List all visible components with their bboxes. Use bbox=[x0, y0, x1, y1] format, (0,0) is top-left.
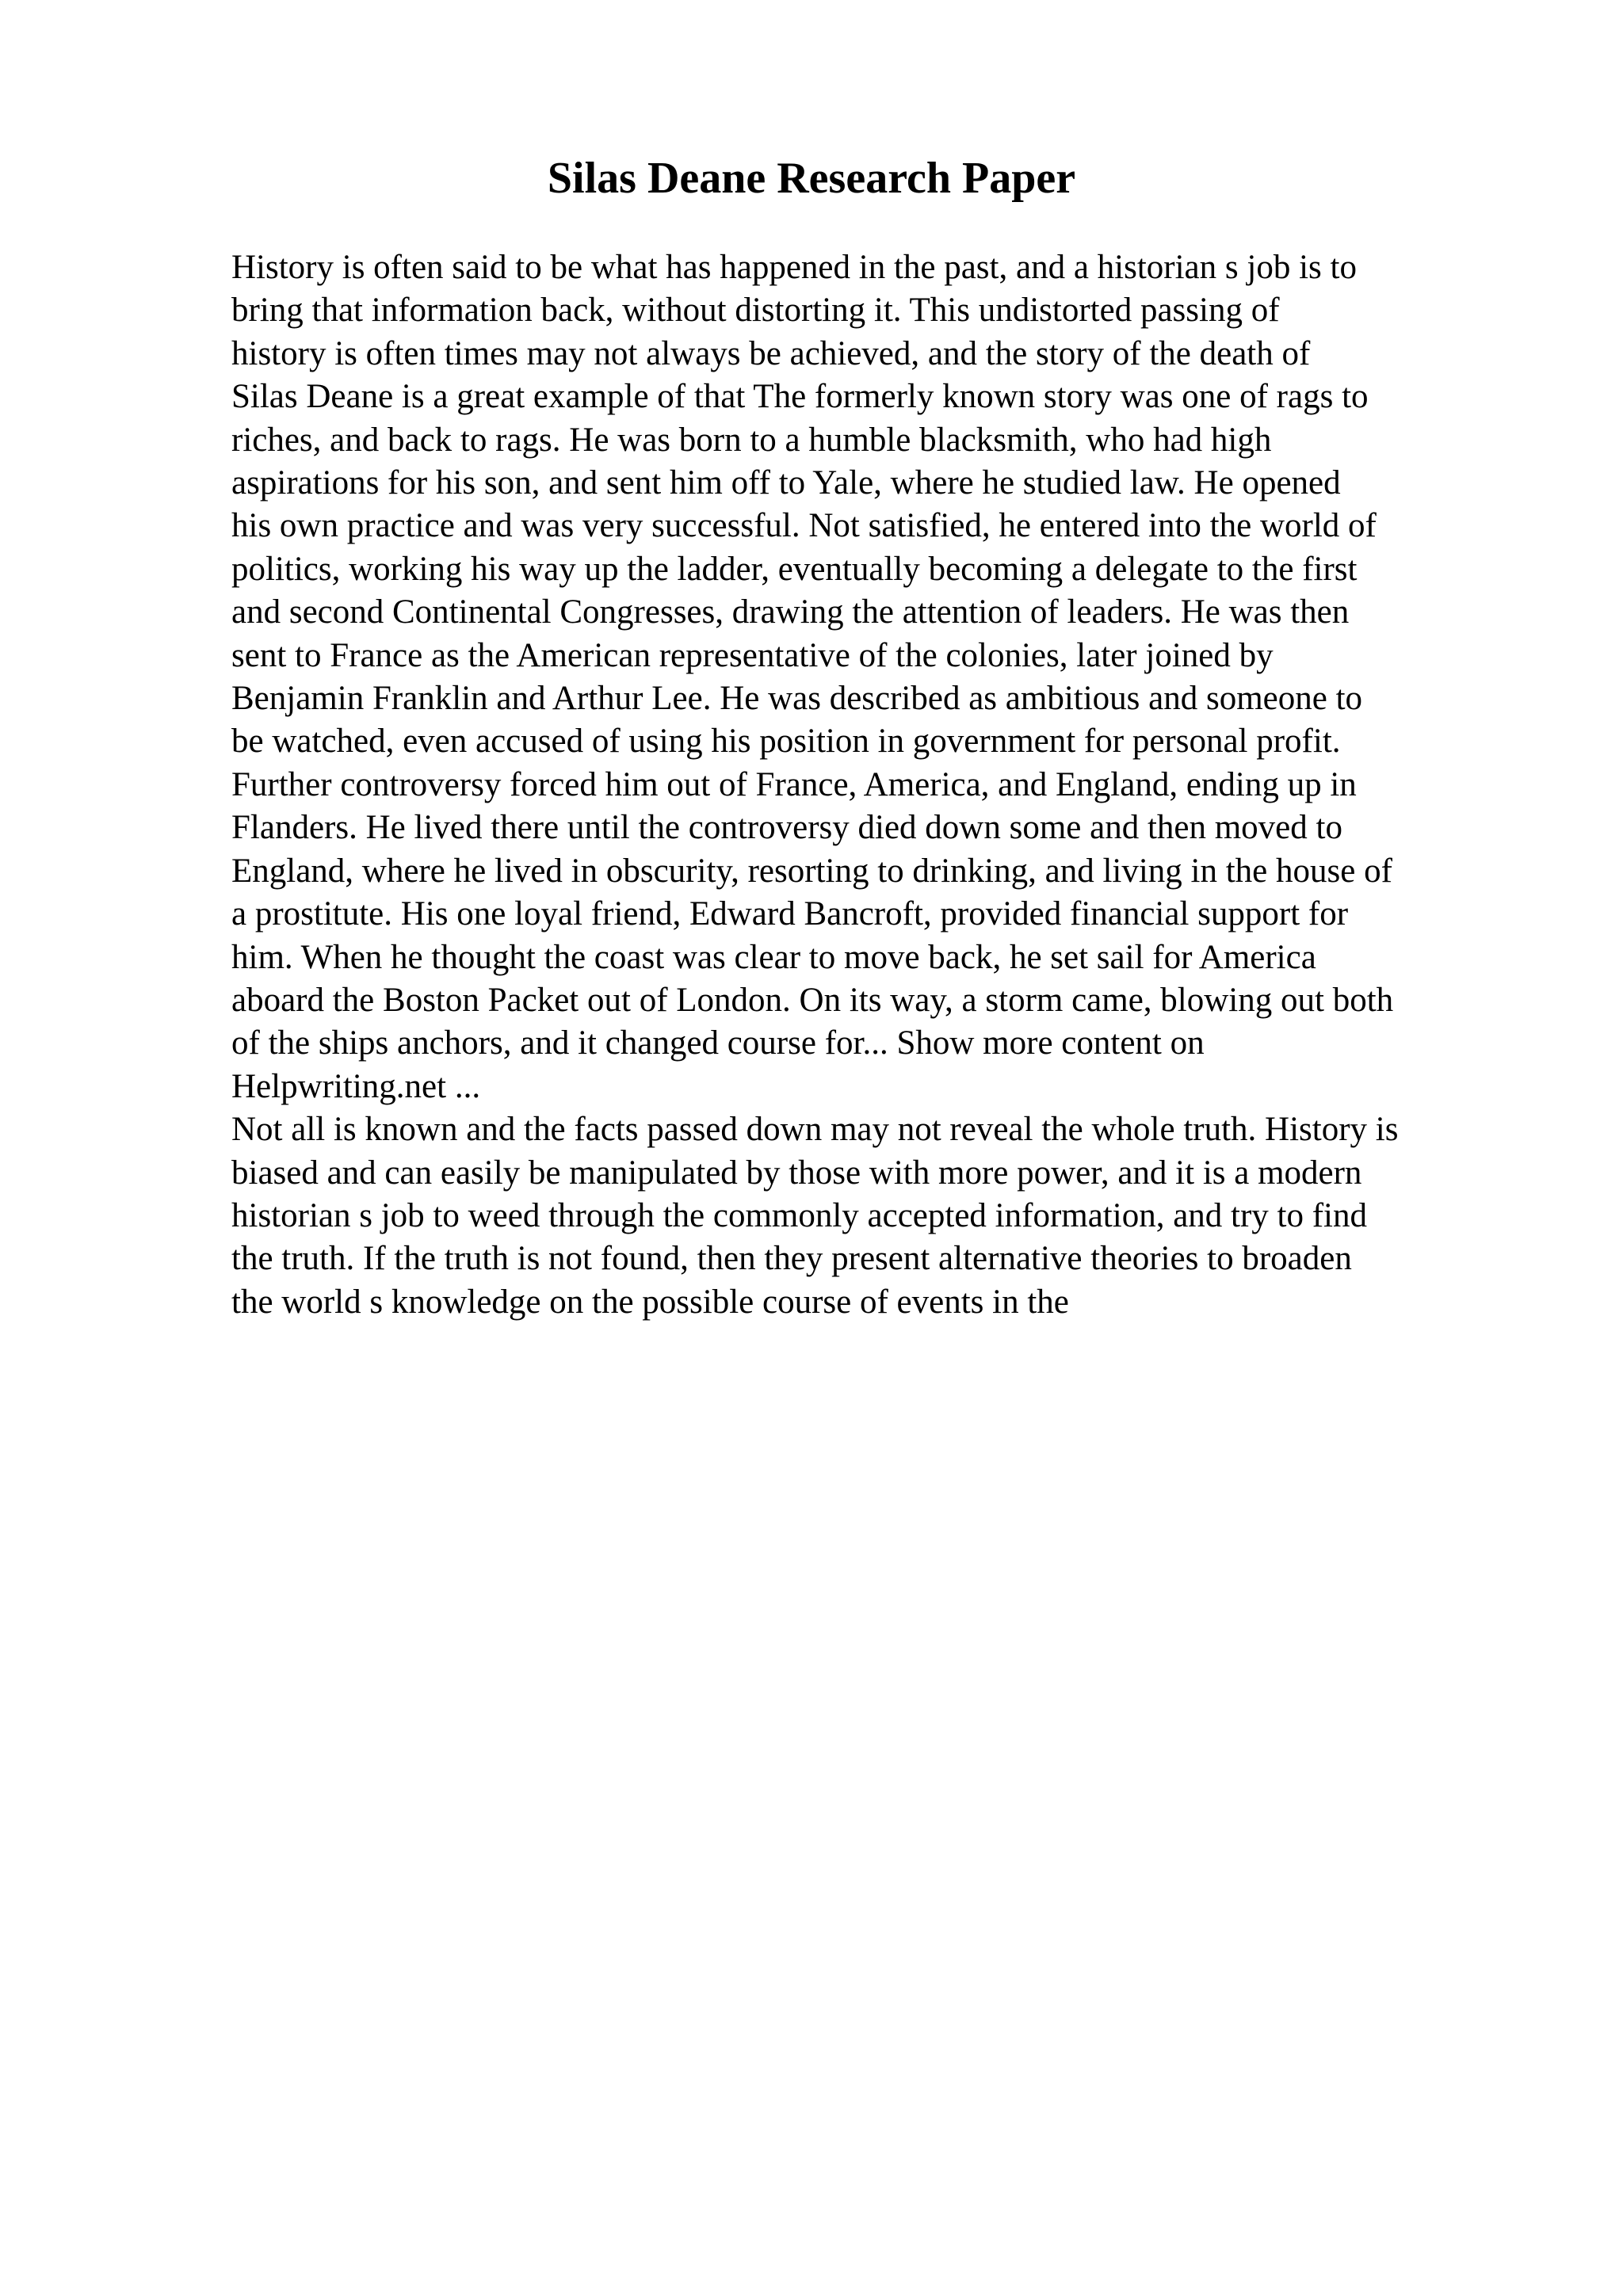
text-line: historian s job to weed through the commonly accepted information, and try to find bbox=[231, 1196, 1368, 1234]
text-line: the world s knowledge on the possible course of events in the bbox=[231, 1283, 1069, 1321]
text-line: a prostitute. His one loyal friend, Edward Bancroft, provided financial support for bbox=[231, 895, 1349, 933]
text-line: bring that information back, without distorting it. This undistorted passing of bbox=[231, 292, 1280, 330]
text-line: him. When he thought the coast was clear to move back, he set sail for America bbox=[231, 938, 1316, 976]
text-line: History is often said to be what has happened in the past, and a historian s job is to bbox=[231, 249, 1357, 286]
text-line: history is often times may not always be achieved, and the story of the death of bbox=[231, 334, 1311, 372]
document-body bbox=[231, 246, 1531, 1324]
paragraph-1 bbox=[231, 246, 1531, 1108]
text-line: Silas Deane is a great example of that The formerly known story was one of rags to bbox=[231, 378, 1369, 416]
text-line: be watched, even accused of using his position in government for personal profit. bbox=[231, 723, 1341, 761]
text-line: of the ships anchors, and it changed course for... Show more content on bbox=[231, 1024, 1205, 1062]
text-line: biased and can easily be manipulated by those with more power, and it is a modern bbox=[231, 1154, 1362, 1192]
document-title: Silas Deane Research Paper bbox=[547, 154, 1076, 203]
text-line: Further controversy forced him out of France, America, and England, ending up in bbox=[231, 765, 1357, 803]
paragraph-2 bbox=[231, 1108, 1531, 1324]
text-line: aspirations for his son, and sent him off to Yale, where he studied law. He opened bbox=[231, 464, 1341, 502]
text-line: riches, and back to rags. He was born to a humble blacksmith, who had high bbox=[231, 421, 1272, 459]
text-line: the truth. If the truth is not found, then they present alternative theories to broaden bbox=[231, 1240, 1352, 1278]
text-line: his own practice and was very successful. Not satisfied, he entered into the world of bbox=[231, 507, 1377, 545]
text-line: England, where he lived in obscurity, resorting to drinking, and living in the house of bbox=[231, 852, 1392, 890]
text-line: Helpwriting.net ... bbox=[231, 1067, 481, 1105]
text-line: Not all is known and the facts passed down may not reveal the whole truth. History is bbox=[231, 1111, 1399, 1149]
text-line: and second Continental Congresses, drawing the attention of leaders. He was then bbox=[231, 593, 1350, 631]
text-line: Flanders. He lived there until the controversy died down some and then moved to bbox=[231, 809, 1342, 847]
text-line: sent to France as the American representative of the colonies, later joined by bbox=[231, 636, 1274, 674]
text-line: politics, working his way up the ladder, eventually becoming a delegate to the first bbox=[231, 550, 1358, 588]
text-line: aboard the Boston Packet out of London. On its way, a storm came, blowing out both bbox=[231, 981, 1394, 1019]
text-line: Benjamin Franklin and Arthur Lee. He was described as ambitious and someone to bbox=[231, 680, 1363, 718]
